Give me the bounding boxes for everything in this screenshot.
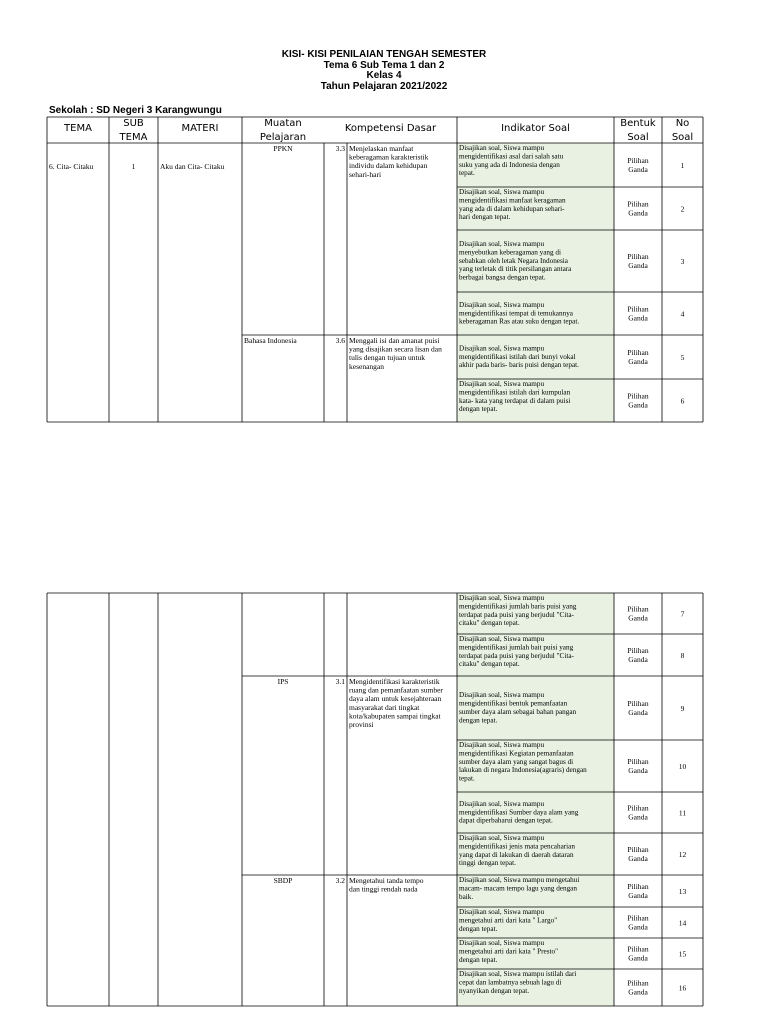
question-number: 6 bbox=[680, 396, 685, 406]
question-type: Pilihan bbox=[627, 156, 649, 165]
kd-description: tulis dengan tujuan untuk bbox=[349, 353, 426, 363]
question-number: 13 bbox=[678, 887, 687, 896]
kd-number: 3.1 bbox=[335, 677, 345, 686]
question-number: 5 bbox=[680, 353, 685, 362]
indicator-text: mengidentifikasi jumlah bait puisi yang bbox=[459, 643, 574, 652]
question-number: 14 bbox=[678, 918, 687, 928]
indicator-text: Disajikan soal, Siswa mampu bbox=[459, 300, 545, 309]
indicator-text: yang terletak di titik persilangan antara bbox=[459, 265, 572, 274]
materi-value: Aku dan Cita- Citaku bbox=[160, 162, 225, 171]
question-type: Ganda bbox=[628, 313, 648, 323]
indicator-text: Disajikan soal, Siswa mampu bbox=[459, 144, 545, 152]
kd-number: 3.3 bbox=[335, 144, 345, 153]
question-type: Pilihan bbox=[627, 252, 649, 261]
question-number: 3 bbox=[680, 257, 685, 266]
kd-description: masyarakat dari tingkat bbox=[349, 702, 420, 712]
indicator-text: Disajikan soal, Siswa mampu bbox=[459, 834, 545, 842]
question-type: Ganda bbox=[628, 613, 648, 623]
question-type: Pilihan bbox=[627, 646, 649, 655]
indicator-text: Disajikan soal, Siswa mampu istilah dari bbox=[459, 970, 577, 978]
indicator-text: hari dengan tepat. bbox=[459, 213, 511, 222]
indicator-text: keberagaman Ras atau suku dengan tepat. bbox=[459, 317, 580, 326]
indicator-text: Disajikan soal, Siswa mampu bbox=[459, 594, 545, 602]
question-number: 2 bbox=[680, 204, 685, 214]
indicator-text: citaku" dengan tepat. bbox=[459, 619, 520, 628]
question-number: 11 bbox=[678, 808, 687, 818]
doc-subtitle-year: Tahun Pelajaran 2021/2022 bbox=[320, 81, 448, 92]
question-type: Pilihan bbox=[627, 304, 649, 314]
indicator-text: Disajikan soal, Siswa mampu bbox=[459, 691, 545, 700]
indicator-text: tinggi dengan tepat. bbox=[459, 859, 516, 868]
question-number: 15 bbox=[678, 949, 687, 959]
question-type: Ganda bbox=[628, 208, 648, 218]
column-header: No bbox=[675, 118, 690, 129]
subject-name: IPS bbox=[277, 677, 289, 686]
kd-number: 3.6 bbox=[335, 336, 345, 345]
column-header: Pelajaran bbox=[259, 132, 307, 143]
question-type: Ganda bbox=[628, 953, 648, 963]
kd-description: yang disajikan secara lisan dan bbox=[349, 344, 442, 354]
question-type: Ganda bbox=[628, 708, 648, 717]
indicator-text: Disajikan soal, Siswa mampu mengetahui bbox=[459, 876, 580, 884]
indicator-text: Disajikan soal, Siswa mampu bbox=[459, 188, 545, 196]
question-number: 9 bbox=[680, 704, 685, 713]
indicator-text: mengidentifikasi istilah dari bunyi vokal bbox=[459, 352, 576, 361]
question-type: Ganda bbox=[628, 854, 648, 863]
question-type: Pilihan bbox=[627, 348, 649, 357]
question-type: Pilihan bbox=[627, 699, 649, 708]
kd-description: ruang dan pemanfaatan sumber bbox=[349, 685, 443, 695]
question-type: Ganda bbox=[628, 165, 648, 174]
kd-description: kota/kabupaten sampai tingkat bbox=[349, 711, 441, 721]
question-number: 8 bbox=[680, 651, 685, 660]
indicator-text: Disajikan soal, Siswa mampu bbox=[459, 635, 545, 643]
indicator-text: mengidentifikasi manfaat keragaman bbox=[459, 196, 566, 205]
column-header: TEMA bbox=[119, 132, 148, 143]
indicator-text: Disajikan soal, Siswa mampu bbox=[459, 939, 545, 947]
indicator-text: terdapat pada puisi yang berjudul "Cita- bbox=[459, 651, 574, 660]
tema-value: 6. Cita- Citaku bbox=[49, 162, 94, 171]
kd-description: individu dalam kehidupan bbox=[349, 161, 428, 171]
question-number: 16 bbox=[678, 983, 687, 993]
subject-name: SBDP bbox=[273, 876, 293, 885]
indicator-text: tepat. bbox=[459, 774, 475, 783]
question-type: Ganda bbox=[628, 922, 648, 932]
indicator-text: suku yang ada di Indonesia dengan bbox=[459, 160, 560, 169]
column-header: TEMA bbox=[64, 123, 92, 134]
kd-description: Menjelaskan manfaat bbox=[349, 144, 414, 153]
question-type: Ganda bbox=[628, 766, 648, 775]
indicator-text: baik. bbox=[459, 892, 474, 901]
question-type: Ganda bbox=[628, 655, 648, 664]
indicator-text: mengidentifikasi Kegiatan pemanfaatan bbox=[459, 749, 574, 758]
question-type: Pilihan bbox=[627, 845, 649, 854]
indicator-text: macam- macam tempo lagu yang dengan bbox=[459, 884, 577, 893]
indicator-text: lakukan di negara Indonesia(agraris) dengan bbox=[459, 766, 587, 775]
indicator-text: sumber daya alam sebagai bahan pangan bbox=[459, 708, 577, 716]
indicator-text: mengidentifikasi tempat di temukannya bbox=[459, 309, 573, 318]
doc-title: KISI- KISI PENILAIAN TENGAH SEMESTER bbox=[281, 49, 487, 60]
question-number: 4 bbox=[680, 309, 685, 319]
indicator-text: mengidentifikasi jenis mata pencaharian bbox=[459, 842, 575, 851]
question-type: Pilihan bbox=[627, 882, 649, 891]
indicator-text: dengan tepat. bbox=[459, 955, 498, 964]
question-number: 10 bbox=[678, 762, 687, 771]
doc-subtitle-class: Kelas 4 bbox=[366, 70, 402, 81]
question-type: Pilihan bbox=[627, 978, 649, 988]
kd-description: kesenangan bbox=[349, 361, 384, 371]
question-type: Ganda bbox=[628, 357, 648, 366]
indicator-text: citaku" dengan tepat. bbox=[459, 660, 520, 669]
indicator-text: dengan tepat. bbox=[459, 924, 498, 933]
column-header: Soal bbox=[627, 132, 649, 143]
subject-name: PPKN bbox=[273, 144, 293, 153]
indicator-text: mengidentifikasi bentuk pemanfaatan bbox=[459, 699, 568, 708]
indicator-text: menyebutkan keberagaman yang di bbox=[459, 248, 561, 257]
indicator-text: Disajikan soal, Siswa mampu bbox=[459, 799, 545, 808]
indicator-text: dapat diperbaharui dengan tepat. bbox=[459, 816, 553, 825]
indicator-text: dengan tepat. bbox=[459, 716, 498, 725]
column-header: SUB bbox=[123, 118, 144, 129]
question-type: Pilihan bbox=[627, 604, 649, 614]
question-number: 1 bbox=[680, 161, 685, 170]
indicator-text: sumber daya alam yang sangat bagus di bbox=[459, 757, 574, 766]
subtema-value: 1 bbox=[131, 162, 136, 171]
question-type: Pilihan bbox=[627, 913, 649, 923]
doc-subtitle-theme: Tema 6 Sub Tema 1 dan 2 bbox=[323, 60, 445, 71]
question-type: Pilihan bbox=[627, 199, 649, 209]
kd-description: Mengidentifikasi karakteristik bbox=[349, 677, 440, 686]
school-name: Sekolah : SD Negeri 3 Karangwungu bbox=[49, 105, 222, 116]
kd-description: dan tinggi rendah nada bbox=[349, 884, 418, 894]
indicator-text: mengidentifikasi Sumber daya alam yang bbox=[459, 808, 579, 817]
question-type: Ganda bbox=[628, 261, 648, 270]
question-number: 7 bbox=[680, 609, 685, 619]
indicator-text: berbagai bangsa dengan tepat. bbox=[459, 273, 546, 282]
indicator-text: mengidentifikasi jumlah baris puisi yang bbox=[459, 602, 577, 611]
indicator-text: Disajikan soal, Siswa mampu bbox=[459, 741, 545, 749]
indicator-text: mengetahui arti dari kata " Presto" bbox=[459, 947, 559, 956]
question-type: Pilihan bbox=[627, 944, 649, 954]
indicator-text: Disajikan soal, Siswa mampu bbox=[459, 344, 545, 353]
question-type: Ganda bbox=[628, 812, 648, 822]
indicator-text: yang dapat di lakukan di daerah dataran bbox=[459, 850, 574, 859]
question-type: Ganda bbox=[628, 891, 648, 900]
indicator-text: mengidentifikasi asal dari salah satu bbox=[459, 152, 564, 161]
column-header-kompetensi: Kompetensi Dasar bbox=[344, 123, 437, 134]
indicator-text: mengetahui arti dari kata " Largo" bbox=[459, 916, 558, 925]
kd-description: Menggali isi dan amanat puisi bbox=[349, 336, 440, 345]
question-type: Pilihan bbox=[627, 391, 649, 401]
kd-description: Mengetahui tanda tempo bbox=[349, 876, 424, 885]
kd-number: 3.2 bbox=[335, 876, 345, 885]
indicator-text: Disajikan soal, Siswa mampu bbox=[459, 240, 545, 248]
indicator-text: Disajikan soal, Siswa mampu bbox=[459, 380, 545, 388]
column-header: MATERI bbox=[181, 123, 219, 134]
indicator-text: nyanyikan dengan tepat. bbox=[459, 986, 530, 995]
indicator-text: akhir pada baris- baris puisi dengan tepat. bbox=[459, 361, 579, 370]
kd-description: provinsi bbox=[349, 720, 374, 729]
column-header: Indikator Soal bbox=[501, 123, 570, 134]
indicator-text: terdapat pada puisi yang berjudul "Cita- bbox=[459, 610, 574, 619]
question-type: Pilihan bbox=[627, 803, 649, 813]
indicator-text: yang ada di dalam kehidupan sehari- bbox=[459, 204, 565, 213]
question-number: 12 bbox=[678, 850, 687, 859]
indicator-text: kata- kata yang terdapat di dalam puisi bbox=[459, 396, 571, 405]
indicator-text: tepat. bbox=[459, 169, 475, 178]
subject-name: Bahasa Indonesia bbox=[244, 336, 297, 345]
question-type: Pilihan bbox=[627, 757, 649, 766]
column-header: Muatan bbox=[264, 118, 302, 129]
indicator-text: mengidentifikasi istilah dari kumpulan bbox=[459, 388, 571, 397]
question-type: Ganda bbox=[628, 987, 648, 997]
column-header: Bentuk bbox=[620, 118, 656, 129]
indicator-text: Disajikan soal, Siswa mampu bbox=[459, 908, 545, 916]
indicator-text: sebabkan oleh letak Negara Indonesia bbox=[459, 256, 568, 265]
column-header: Soal bbox=[671, 132, 694, 143]
kd-description: daya alam untuk kesejahteraan bbox=[349, 694, 442, 704]
kd-description: keberagaman karakteristik bbox=[349, 152, 429, 162]
indicator-text: cepat dan lambatnya sebuah lagu di bbox=[459, 978, 562, 987]
kd-description: sehari-hari bbox=[349, 169, 382, 179]
indicator-text: dengan tepat. bbox=[459, 405, 498, 414]
question-type: Ganda bbox=[628, 400, 648, 410]
